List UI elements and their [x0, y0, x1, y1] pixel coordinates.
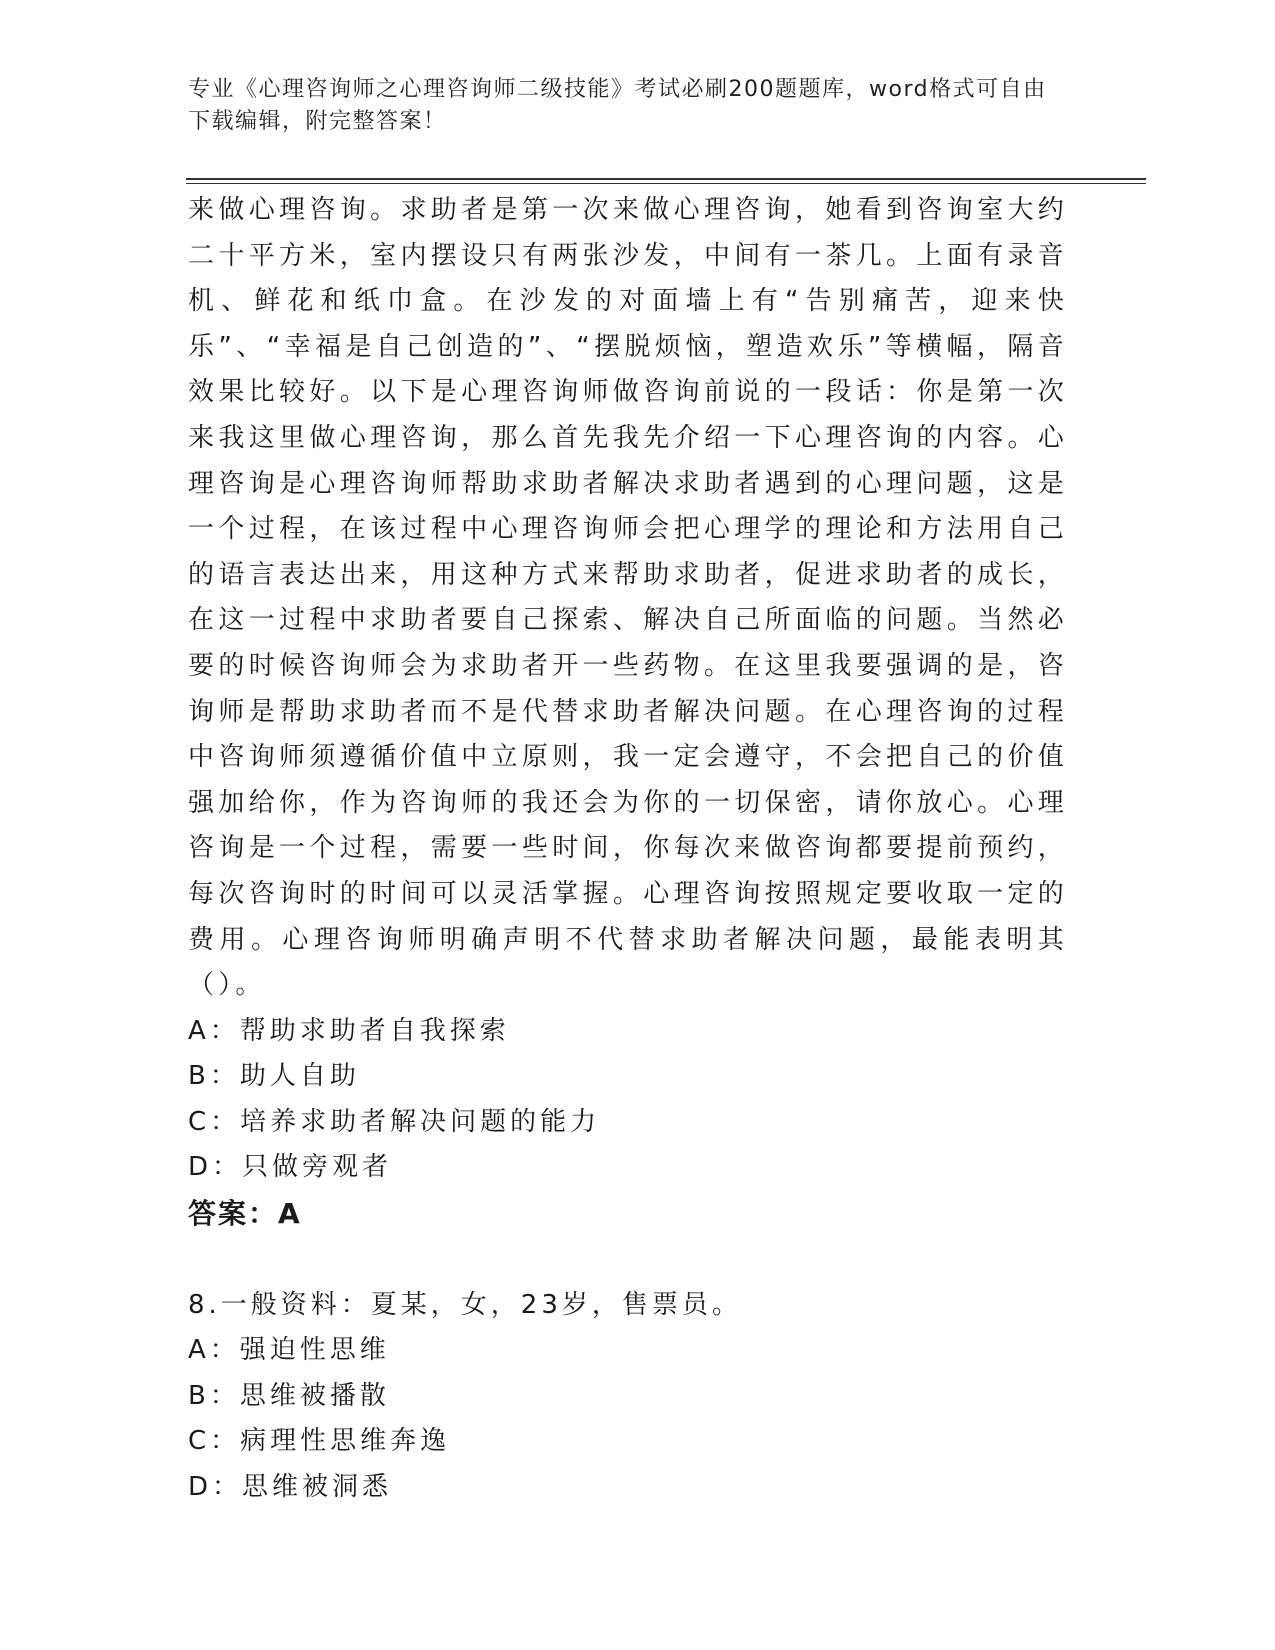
- header-divider-thin: [186, 183, 1146, 184]
- question-8-stem: 8.一般资料：夏某，女，23岁，售票员。: [188, 1289, 742, 1320]
- document-body: [188, 188, 1068, 1511]
- question-spacer: [188, 1237, 1068, 1283]
- question-7-answer: 答案：A: [188, 1197, 302, 1231]
- question-7-option-b: B：助人自助: [188, 1061, 360, 1092]
- document-header: 专业《心理咨询师之心理咨询师二级技能》考试必刷200题题库，word格式可自由下载编辑，附完整答案！: [188, 77, 1047, 134]
- question-7-option-a: A：帮助求助者自我探索: [188, 1015, 510, 1046]
- question-7-stem: 来做心理咨询。求助者是第一次来做心理咨询，她看到咨询室大约二十平方米，室内摆设只有两张沙发，中间有一茶几。上面有录音机、鲜花和纸巾盒。在沙发的对面墙上有“告别痛苦，迎来快乐”、“幸福是自己创造的”、“摆脱烦恼，塑造欢乐”等横幅，隔音效果比较好。以下是心理咨询师做咨询前说的一段话：你是第一次来我这里做心理咨询，那么首先我先介绍一下心理咨询的内容。心理咨询是心理咨询师帮助求助者解决求助者遇到的心理问题，这是一个过程，在该过程中心理咨询师会把心理学的理论和方法用自己的语言表达出来，用这种方式来帮助求助者，促进求助者的成长，在这一过程中求助者要自己探索、解决自己所面临的问题。当然必要的时候咨询师会为求助者开一些药物。在这里我要强调的是，咨询师是帮助求助者而不是代替求助者解决问题。在心理咨询的过程中咨询师须遵循价值中立原则，我一定会遵守，不会把自己的价值强加给你，作为咨询师的我还会为你的一切保密，请你放心。心理咨询是一个过程，需要一些时间，你每次来做咨询都要提前预约，每次咨询时的时间可以灵活掌握。心理咨询按照规定要收取一定的费用。心理咨询师明确声明不代替求助者解决问题，最能表明其（）。: [188, 195, 1068, 1001]
- question-7-option-d: D：只做旁观者: [188, 1152, 393, 1183]
- question-8-option-c: C：病理性思维奔逸: [188, 1426, 451, 1457]
- header-divider-thick: [186, 178, 1146, 180]
- question-8-option-d: D：思维被洞悉: [188, 1472, 393, 1503]
- question-7-option-c: C：培养求助者解决问题的能力: [188, 1106, 601, 1137]
- question-8-option-a: A：强迫性思维: [188, 1335, 390, 1366]
- question-8-option-b: B：思维被播散: [188, 1380, 390, 1411]
